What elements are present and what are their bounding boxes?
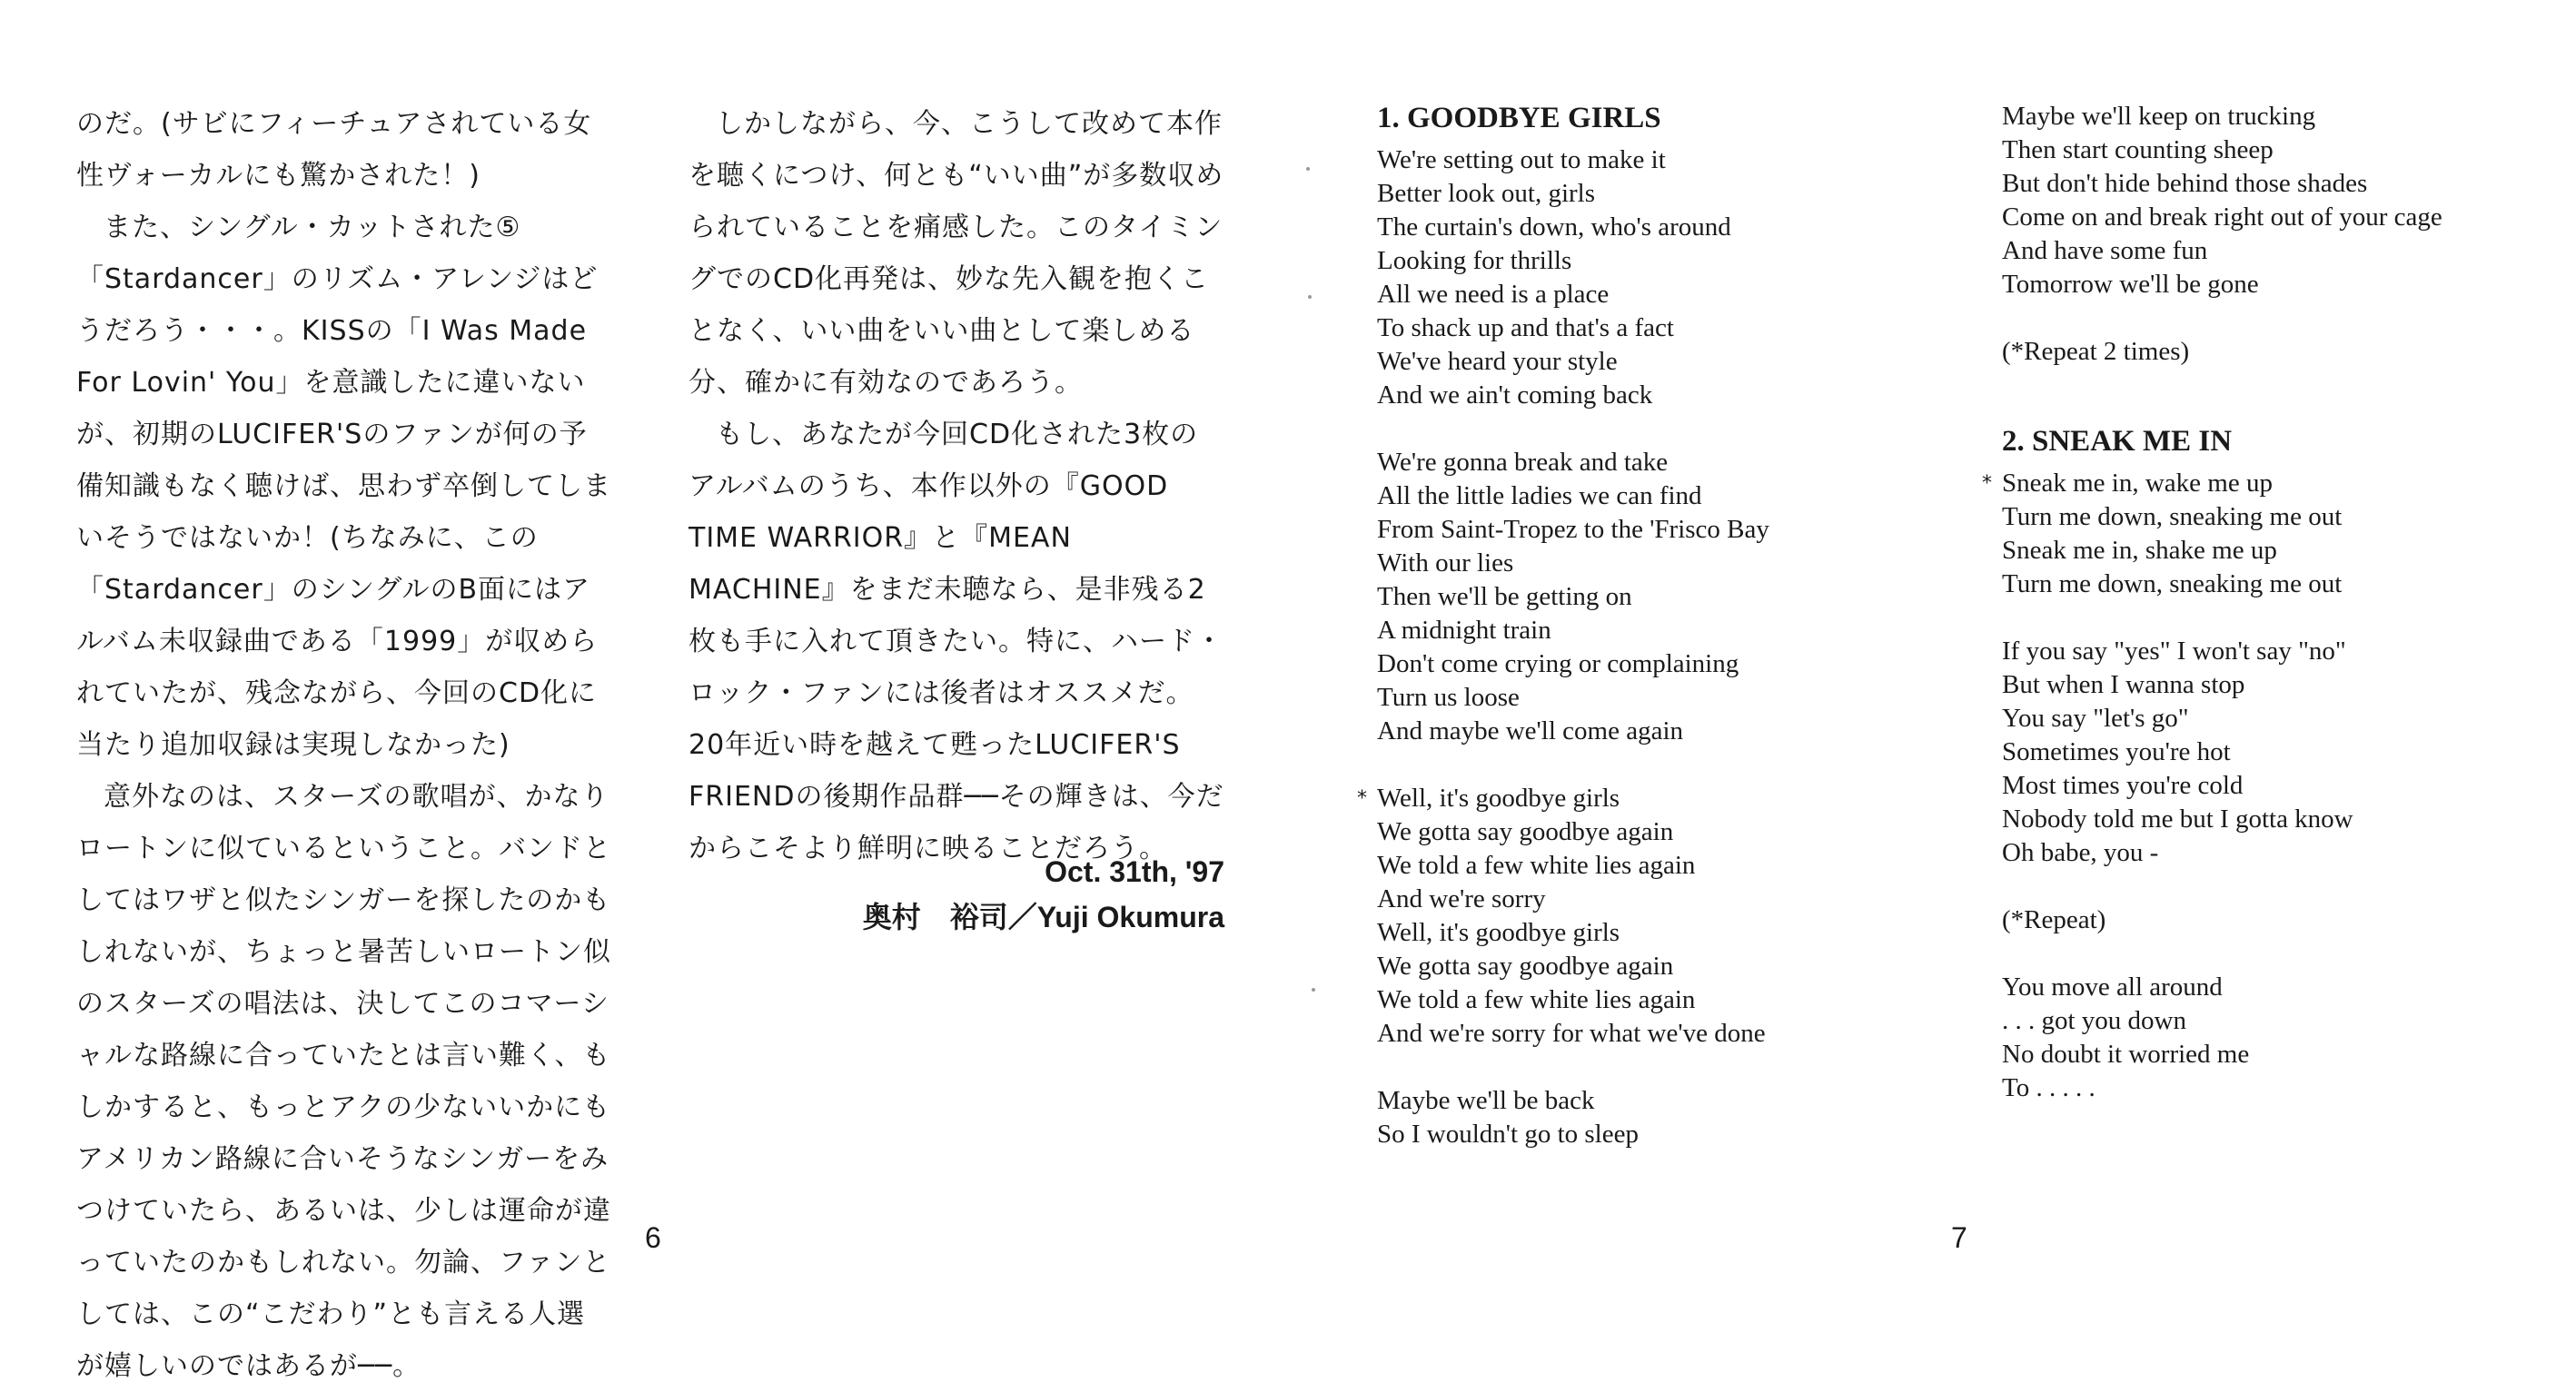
lyrics-column-1 bbox=[1357, 98, 1940, 1151]
lyric-line: You move all around bbox=[2002, 972, 2223, 1002]
lyric-line: But don't hide behind those shades bbox=[2002, 169, 2368, 198]
song-title: 2. SNEAK ME IN bbox=[2002, 425, 2233, 458]
lyric-line: A midnight train bbox=[1377, 616, 1551, 645]
lyric-line: Sometimes you're hot bbox=[2002, 737, 2231, 766]
lyric-line: You say "let's go" bbox=[2002, 704, 2189, 733]
lyric-line: And have some fun bbox=[2002, 236, 2208, 265]
essay-column-1 bbox=[76, 98, 612, 1392]
lyric-line: We gotta say goodbye again bbox=[1377, 952, 1674, 981]
essay-paragraph: もし、あなたが今回CD化された3枚のアルバムのうち、本作以外の『GOOD TIME WARRIOR』と『MEAN MACHINE』をまだ未聴なら、是非残る2枚も手に入れて頂きたい。特に、ハード・ロック・ファンには後者はオススメだ。20年近い時を越えて甦ったLUCIFER'S FRIENDの後期作品群──その輝きは、今だからこそより鮮明に映ることだろう。 bbox=[689, 419, 1224, 864]
lyric-line: The curtain's down, who's around bbox=[1377, 212, 1731, 242]
lyric-line: Then start counting sheep bbox=[2002, 135, 2274, 164]
lyric-line: With our lies bbox=[1377, 548, 1514, 578]
essay-paragraph: また、シングル・カットされた⑤「Stardancer」のリズム・アレンジはどうだろう・・・。KISSの「I Was Made For Lovin' You」を意識したに違いないが、初期のLUCIFER'Sのファンが何の予備知識もなく聴けば、思わず卒倒してしまいそうではないか！(ちなみに、この「Stardancer」のシングルのB面にはアルバム未収録曲である「1999」が収められていたが、残念ながら、今回のCD化に当たり追加収録は実現しなかった) bbox=[76, 212, 611, 761]
lyric-line: We've heard your style bbox=[1377, 347, 1618, 376]
lyric-line: No doubt it worried me bbox=[2002, 1040, 2250, 1069]
lyric-line: And we ain't coming back bbox=[1377, 380, 1653, 410]
verse bbox=[1377, 1084, 1940, 1151]
lyric-line: We told a few white lies again bbox=[1377, 985, 1696, 1014]
lyric-line: We told a few white lies again bbox=[1377, 851, 1696, 880]
lyric-line: Turn me down, sneaking me out bbox=[2002, 502, 2343, 531]
lyric-line: And we're sorry bbox=[1377, 884, 1546, 913]
page-number: 7 bbox=[1951, 1221, 1967, 1254]
speck bbox=[1306, 167, 1310, 171]
chorus bbox=[1982, 467, 2565, 601]
lyric-line: Maybe we'll be back bbox=[1377, 1086, 1595, 1115]
essay-paragraph: しかしながら、今、こうして改めて本作を聴くにつけ、何とも“いい曲”が多数収められていることを痛感した。このタイミングでのCD化再発は、妙な先入観を抱くことなく、いい曲をいい曲として楽しめる分、確かに有効なのであろう。 bbox=[689, 108, 1224, 399]
lyric-line: We gotta say goodbye again bbox=[1377, 817, 1674, 846]
verse bbox=[1377, 446, 1940, 748]
lyric-line: And we're sorry for what we've done bbox=[1377, 1019, 1766, 1048]
verse bbox=[2002, 100, 2565, 301]
lyric-line: From Saint-Tropez to the 'Frisco Bay bbox=[1377, 515, 1769, 544]
speck bbox=[1312, 988, 1315, 992]
lyric-line: Nobody told me but I gotta know bbox=[2002, 805, 2353, 834]
song-title: 1. GOODBYE GIRLS bbox=[1377, 102, 1661, 134]
lyric-line: So I wouldn't go to sleep bbox=[1377, 1120, 1639, 1149]
lyric-line: We're gonna break and take bbox=[1377, 448, 1669, 477]
lyric-line: Looking for thrills bbox=[1377, 246, 1572, 275]
lyric-line: We're setting out to make it bbox=[1377, 145, 1666, 174]
lyric-line: All the little ladies we can find bbox=[1377, 481, 1702, 510]
lyric-line-text: Well, it's goodbye girls bbox=[1377, 784, 1620, 813]
lyric-line-text: Sneak me in, wake me up bbox=[2002, 469, 2273, 498]
lyric-line: If you say "yes" I won't say "no" bbox=[2002, 637, 2346, 666]
page-number: 6 bbox=[645, 1221, 661, 1254]
lyric-line bbox=[1982, 467, 2565, 500]
left-page bbox=[0, 0, 1288, 1382]
lyric-line: Most times you're cold bbox=[2002, 771, 2244, 800]
repeat-note: (*Repeat 2 times) bbox=[2002, 337, 2190, 366]
lyric-line: Then we'll be getting on bbox=[1377, 582, 1632, 611]
lyric-line: Turn me down, sneaking me out bbox=[2002, 569, 2343, 598]
essay-paragraph: のだ。(サビにフィーチュアされている女性ヴォーカルにも驚かされた！) bbox=[76, 108, 592, 192]
signature-date: Oct. 31th, '97 bbox=[1045, 855, 1224, 888]
chorus bbox=[1357, 782, 1940, 1051]
chorus-marker: * bbox=[1357, 787, 1367, 810]
repeat-note: (*Repeat) bbox=[2002, 905, 2106, 934]
lyric-line: . . . got you down bbox=[2002, 1006, 2186, 1035]
verse bbox=[2002, 971, 2565, 1105]
lyric-line: To . . . . . bbox=[2002, 1073, 2095, 1102]
lyric-line: Well, it's goodbye girls bbox=[1377, 918, 1620, 947]
lyric-line: Turn us loose bbox=[1377, 683, 1520, 712]
lyric-line bbox=[1357, 782, 1940, 815]
lyric-line: To shack up and that's a fact bbox=[1377, 313, 1674, 342]
signature-author: 奥村 裕司／Yuji Okumura bbox=[862, 901, 1224, 933]
essay-column-2 bbox=[689, 98, 1224, 874]
lyrics-column-2 bbox=[1982, 98, 2565, 1105]
lyric-line: Tomorrow we'll be gone bbox=[2002, 270, 2259, 299]
lyric-line: Oh babe, you - bbox=[2002, 838, 2159, 867]
lyric-line: Don't come crying or complaining bbox=[1377, 649, 1739, 678]
lyric-line: Maybe we'll keep on trucking bbox=[2002, 102, 2316, 131]
speck bbox=[1308, 295, 1312, 299]
right-page bbox=[1288, 0, 2576, 1269]
verse bbox=[1377, 143, 1940, 412]
lyric-line: And maybe we'll come again bbox=[1377, 716, 1683, 745]
lyric-line: But when I wanna stop bbox=[2002, 670, 2245, 699]
lyric-line: Sneak me in, shake me up bbox=[2002, 536, 2277, 565]
chorus-marker: * bbox=[1982, 472, 1992, 495]
essay-paragraph: 意外なのは、スターズの歌唱が、かなりロートンに似ているということ。バンドとしてはワザと似たシンガーを探したのかもしれないが、ちょっと暑苦しいロートン似のスターズの唱法は、決してこのコマーシャルな路線に合っていたとは言い難く、もしかすると、もっとアクの少ないいかにもアメリカン路線に合いそうなシンガーをみつけていたら、あるいは、少しは運命が違っていたのかもしれない。勿論、ファンとしては、この“こだわり”とも言える人選が嬉しいのではあるが──。 bbox=[76, 781, 611, 1382]
lyric-line: All we need is a place bbox=[1377, 280, 1610, 309]
lyric-line: Better look out, girls bbox=[1377, 179, 1596, 208]
verse bbox=[2002, 635, 2565, 870]
lyric-line: Come on and break right out of your cage bbox=[2002, 202, 2442, 232]
